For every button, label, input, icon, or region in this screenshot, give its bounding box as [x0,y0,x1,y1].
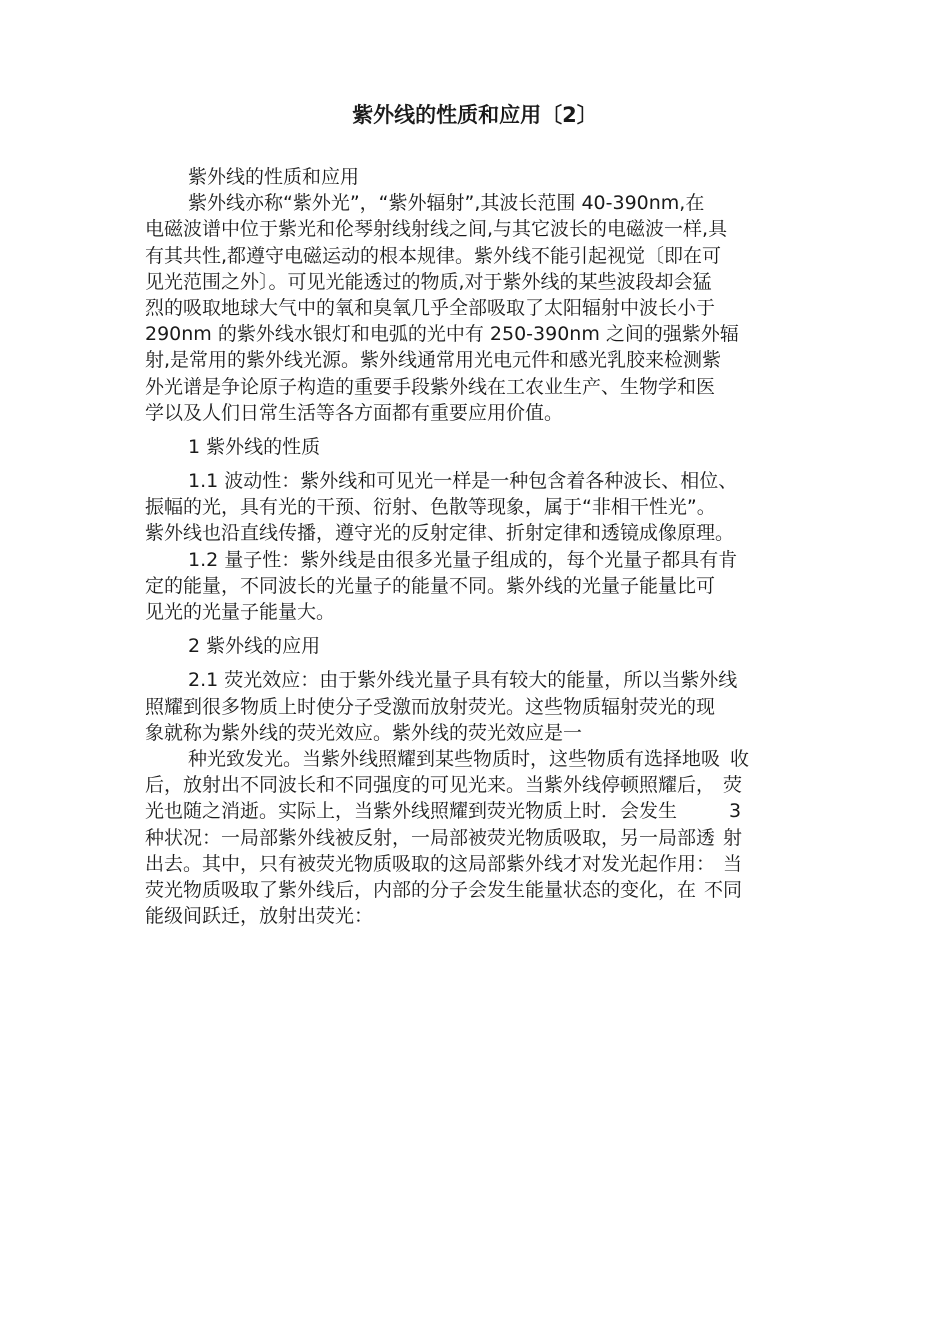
paragraph-line: 见光的光量子能量大。 [145,601,336,623]
line-text: 出去。其中，只有被荧光物质吸取的这局部紫外线才对发光起作用： [145,852,716,875]
paragraph-1-1 [145,468,825,547]
line-text: 收 [730,747,750,770]
line-text: 荧 [723,774,743,797]
paragraph-line: 振幅的光，具有光的干预、衍射、色散等现象，属于“非相干性光”。 [145,496,716,519]
paragraph-1-2 [145,547,825,626]
paragraph-line: 290nm 的紫外线水银灯和电弧的光中有 250-390nm 之间的强紫外辐 [145,323,739,346]
section-heading: 2 紫外线的应用 [188,635,321,658]
paragraph-2-1 [145,667,825,746]
paragraph-line: 烈的吸取地球大气中的氧和臭氧几乎全部吸取了太阳辐射中波长小于 [145,296,716,319]
paragraph-line [145,746,825,772]
paragraph-line: 紫外线也沿直线传播，遵守光的反射定律、折射定律和透镜成像原理。 [145,522,735,545]
paragraph-line: 外光谱是争论原子构造的重要手段紫外线在工农业生产、生物学和医 [145,375,716,398]
section-heading: 1 紫外线的性质 [188,435,321,458]
line-text: 当 [723,852,743,875]
paragraph-line: 紫外线亦称“紫外光”，“紫外辐射”,其波长范围 40-390nm,在 [188,192,705,215]
line-text: 种状况：一局部紫外线被反射，一局部被荧光物质吸取，另一局部透 [145,826,716,849]
line-text: 射 [723,826,743,849]
intro-paragraph [145,190,825,426]
paragraph-line: 照耀到很多物质上时使分子受激而放射荧光。这些物质辐射荧光的现 [145,695,716,718]
paragraph-line: 电磁波谱中位于紫光和伦琴射线射线之间,与其它波长的电磁波一样,具 [145,218,728,241]
paragraph-line [145,825,825,851]
paragraph-line: 射,是常用的紫外线光源。紫外线通常用光电元件和感光乳胶来检测紫 [145,349,722,372]
line-text: 不同 [704,878,743,901]
document-title: 紫外线的性质和应用〔2〕 [352,103,598,127]
line-text: 后，放射出不同波长和不同强度的可见光来。当紫外线停顿照耀后， [145,774,716,797]
paragraph-line: 见光范围之外〕。可见光能透过的物质,对于紫外线的某些波段却会猛 [145,270,712,293]
paragraph-line: 有其共性,都遵守电磁运动的根本规律。紫外线不能引起视觉〔即在可 [145,244,722,267]
paragraph-line: 象就称为紫外线的荧光效应。紫外线的荧光效应是一 [145,721,583,744]
paragraph-line [145,798,825,824]
line-text: 荧光物质吸取了紫外线后，内部的分子会发生能量状态的变化，在 [145,878,697,901]
line-text: 种光致发光。当紫外线照耀到某些物质时，这些物质有选择地吸 [188,747,721,770]
paragraph-line: 定的能量，不同波长的光量子的能量不同。紫外线的光量子能量比可 [145,574,716,597]
paragraph-line: 学以及人们日常生活等各方面都有重要应用价值。 [145,401,564,424]
paragraph-line: 1.2 量子性：紫外线是由很多光量子组成的，每个光量子都具有肯 [188,548,738,571]
line-text: 光也随之消逝。实际上，当紫外线照耀到荧光物质上时．会发生 [145,800,678,823]
document-body [145,164,825,929]
paragraph-line [145,877,825,903]
paragraph-2-1-continued [145,746,825,929]
paragraph-line: 2.1 荧光效应：由于紫外线光量子具有较大的能量，所以当紫外线 [188,669,738,692]
paragraph-line: 能级间跃迁，放射出荧光： [145,905,374,928]
paragraph-line [145,772,825,798]
paragraph-line [145,851,825,877]
paragraph-line: 1.1 波动性：紫外线和可见光一样是一种包含着各种波长、相位、 [188,470,738,493]
line-text: 3 [729,800,742,823]
intro-heading: 紫外线的性质和应用 [188,166,360,188]
